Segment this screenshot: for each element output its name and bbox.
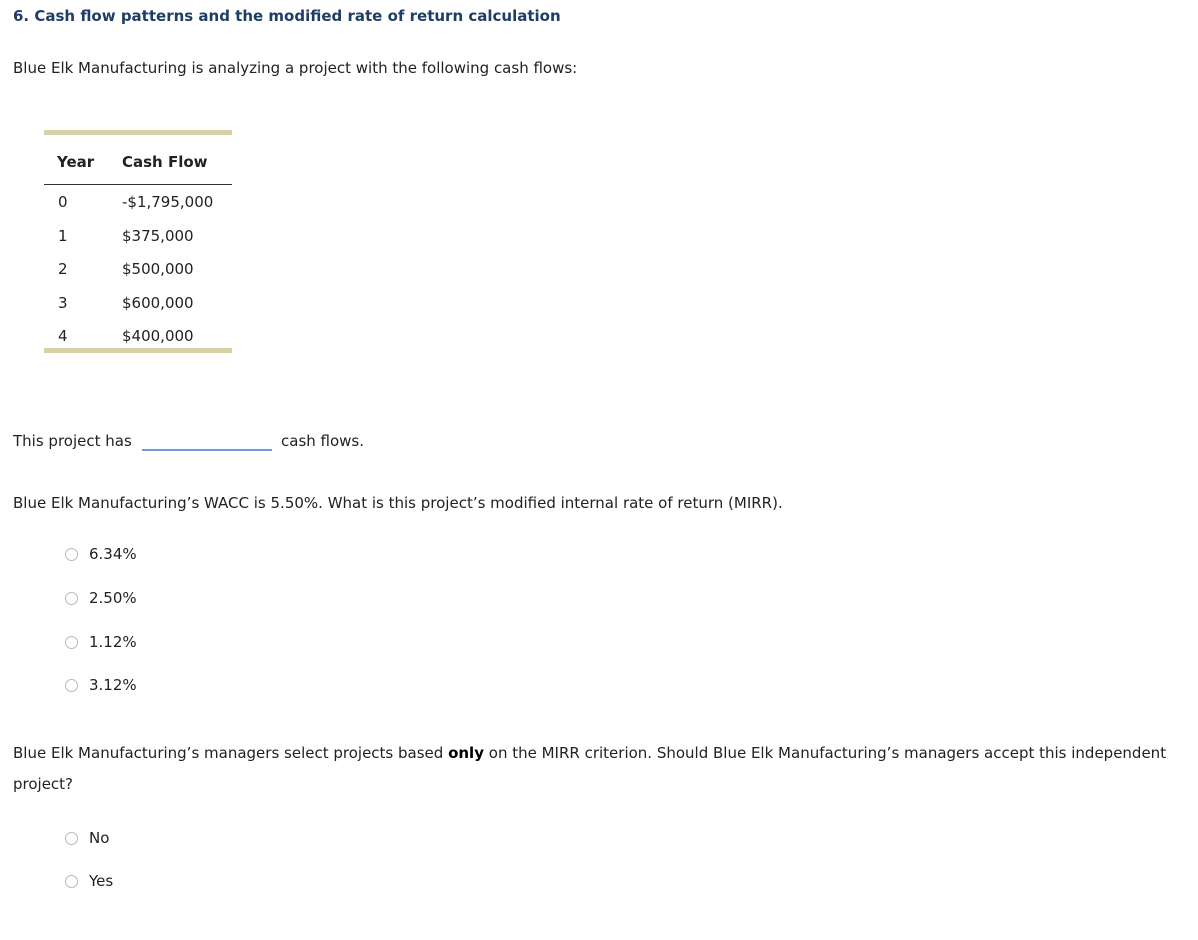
option-label: Yes	[89, 872, 114, 890]
table-row	[44, 286, 232, 320]
accept-question-text	[13, 738, 1173, 800]
mirr-option-3[interactable]	[65, 633, 137, 651]
option-label: No	[89, 829, 110, 847]
accept-text-before: Blue Elk Manufacturing’s managers select projects based	[13, 744, 444, 762]
accept-text-after: on the MIRR criterion. Should Blue Elk Manufacturing’s managers accept this independent project?	[13, 744, 1167, 793]
radio-button[interactable]	[65, 548, 78, 561]
option-label: 3.12%	[89, 676, 137, 694]
option-label: 6.34%	[89, 545, 137, 563]
mirr-option-1[interactable]	[65, 545, 137, 563]
cash-flow-cell: $500,000	[122, 260, 194, 278]
cash-flow-table	[44, 130, 232, 353]
radio-button[interactable]	[65, 636, 78, 649]
cash-flow-cell: $400,000	[122, 327, 194, 345]
radio-button[interactable]	[65, 832, 78, 845]
year-cell: 0	[58, 193, 68, 211]
question-title: 6. Cash flow patterns and the modified rate of return calculation	[13, 7, 561, 25]
option-label: 2.50%	[89, 589, 137, 607]
pattern-prefix: This project has	[13, 432, 132, 450]
radio-button[interactable]	[65, 875, 78, 888]
year-cell: 3	[58, 293, 68, 312]
table-row	[44, 219, 232, 253]
table-row	[44, 252, 232, 286]
option-label: 1.12%	[89, 633, 137, 651]
cash-flow-cell: $600,000	[122, 293, 194, 312]
radio-button[interactable]	[65, 679, 78, 692]
accept-option-no[interactable]	[65, 829, 109, 847]
table-top-rule	[44, 130, 232, 135]
year-cell: 2	[58, 260, 68, 278]
header-cash-flow: Cash Flow	[122, 153, 208, 171]
accept-emphasis: only	[448, 744, 484, 762]
table-header	[44, 149, 232, 185]
table-row	[44, 185, 232, 219]
year-cell: 1	[58, 226, 68, 245]
cash-flow-cell: -$1,795,000	[122, 193, 214, 211]
year-cell: 4	[58, 327, 68, 345]
mirr-option-4[interactable]	[65, 676, 137, 694]
table-bottom-rule	[44, 348, 232, 353]
header-year: Year	[57, 153, 95, 171]
cash-flow-pattern-dropdown[interactable]	[142, 449, 272, 451]
mirr-question-text: Blue Elk Manufacturing’s WACC is 5.50%. What is this project’s modified internal rate of return (MIRR).	[13, 494, 783, 512]
pattern-suffix: cash flows.	[281, 432, 365, 450]
intro-text: Blue Elk Manufacturing is analyzing a project with the following cash flows:	[13, 59, 578, 77]
mirr-option-2[interactable]	[65, 589, 137, 607]
cash-flow-cell: $375,000	[122, 226, 194, 245]
accept-option-yes[interactable]	[65, 872, 113, 890]
radio-button[interactable]	[65, 592, 78, 605]
